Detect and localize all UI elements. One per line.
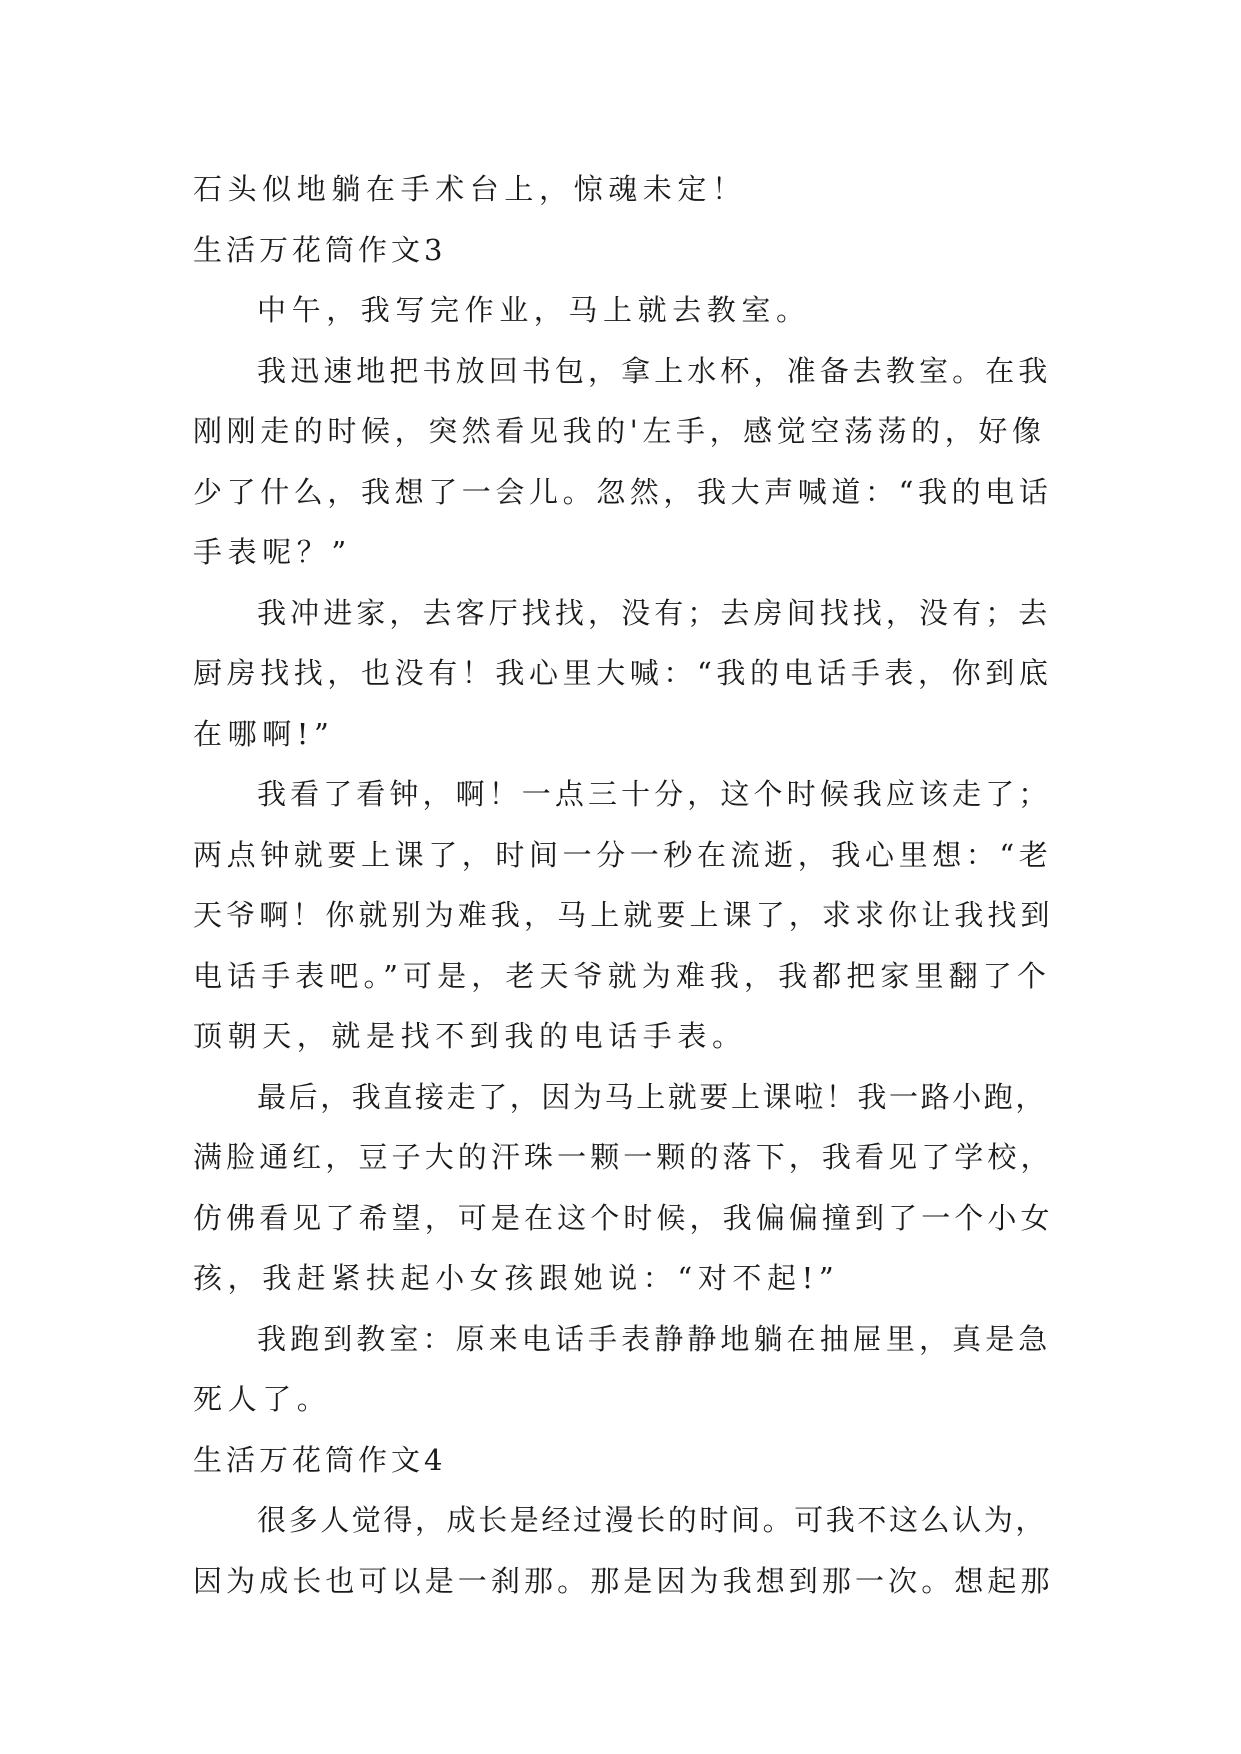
text-line: 刚刚走的时候，突然看见我的'左手，感觉空荡荡的，好像 — [193, 414, 1046, 448]
text-line: 我冲进家，去客厅找找，没有；去房间找找，没有；去 — [257, 595, 1052, 630]
text-line: 中午，我写完作业，马上就去教室。 — [257, 293, 811, 327]
text-line: 电话手表吧。”可是，老天爷就为难我，我都把家里翻了个 — [193, 958, 1051, 993]
text-line: 天爷啊！你就别为难我，马上就要上课了，求求你让我找到 — [193, 898, 1054, 932]
text-line: 仿佛看见了希望，可是在这个时候，我偏偏撞到了一个小女 — [193, 1200, 1054, 1235]
text-line: 因为成长也可以是一刹那。那是因为我想到那一次。想起那 — [193, 1563, 1054, 1598]
text-line: 我跑到教室：原来电话手表静静地躺在抽屉里，真是急 — [257, 1321, 1052, 1356]
text-line: 满脸通红，豆子大的汗珠一颗一颗的落下，我看见了学校， — [193, 1140, 1054, 1174]
section-heading: 生活万花筒作文3 — [193, 232, 447, 267]
text-line: 厨房找找，也没有！我心里大喊：“我的电话手表，你到底 — [193, 656, 1053, 690]
text-line: 孩，我赶紧扶起小女孩跟她说：“对不起!” — [193, 1261, 840, 1295]
text-line: 少了什么，我想了一会儿。忽然，我大声喊道：“我的电话 — [193, 474, 1053, 509]
text-line: 手表呢？” — [193, 535, 352, 569]
text-line: 很多人觉得，成长是经过漫长的时间。可我不这么认为， — [257, 1503, 1048, 1537]
text-line: 死人了。 — [193, 1382, 332, 1416]
document-page — [193, 159, 1055, 1611]
text-line: 在哪啊!” — [193, 716, 335, 751]
text-line: 石头似地躺在手术台上，惊魂未定！ — [193, 172, 747, 206]
text-line: 我迅速地把书放回书包，拿上水杯，准备去教室。在我 — [257, 353, 1052, 388]
text-line: 顶朝天，就是找不到我的电话手表。 — [193, 1019, 747, 1053]
text-line: 两点钟就要上课了，时间一分一秒在流逝，我心里想：“老 — [193, 837, 1053, 872]
text-line: 最后，我直接走了，因为马上就要上课啦！我一路小跑， — [257, 1079, 1048, 1114]
section-heading: 生活万花筒作文4 — [193, 1442, 447, 1477]
text-line: 我看了看钟，啊！一点三十分，这个时候我应该走了； — [257, 777, 1052, 811]
